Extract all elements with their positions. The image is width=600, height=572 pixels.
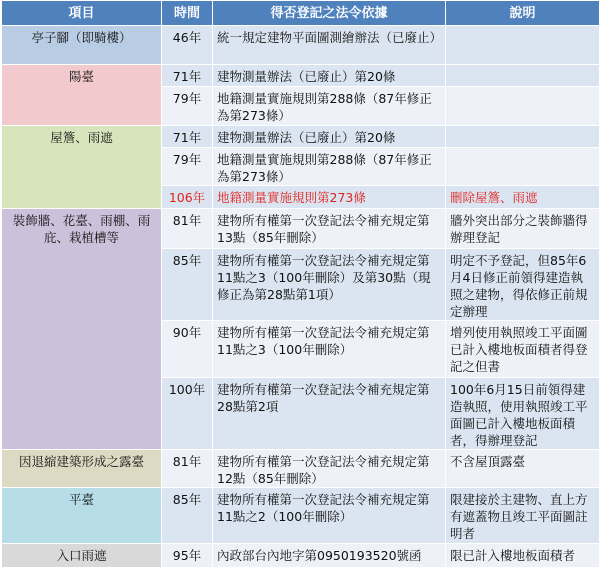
note-cell: 100年6月15日前領得建造執照，使用執照竣工平面圖已計入樓地板面積者，得辦理登記 (446, 378, 600, 450)
note-cell: 刪除屋簷、雨遮 (446, 186, 600, 209)
table-row (2, 209, 600, 249)
header-item: 項目 (2, 1, 162, 26)
header-law: 得否登記之法令依據 (213, 1, 446, 26)
time-cell: 100年 (162, 378, 213, 450)
table-row (2, 26, 600, 65)
item-cell: 陽臺 (2, 65, 162, 126)
law-cell: 建物所有權第一次登記法令補充規定第11點之3（100年刪除） (213, 321, 446, 378)
note-cell (446, 65, 600, 87)
time-cell: 95年 (162, 544, 213, 568)
note-cell (446, 26, 600, 65)
law-cell: 統一規定建物平面圖測繪辦法（已廢止） (213, 26, 446, 65)
law-cell: 建物所有權第一次登記法令補充規定第28點第2項 (213, 378, 446, 450)
law-cell: 地籍測量實施規則第288條（87年修正為第273條） (213, 148, 446, 186)
law-cell: 建物所有權第一次登記法令補充規定第12點（85年刪除） (213, 450, 446, 488)
header-time: 時間 (162, 1, 213, 26)
note-cell: 限建接於主建物、直上方有遮蓋物且竣工平面圖註明者 (446, 488, 600, 544)
table-row (2, 450, 600, 488)
time-cell: 79年 (162, 148, 213, 186)
law-cell: 建物測量辦法（已廢止）第20條 (213, 65, 446, 87)
law-cell: 內政部台內地字第0950193520號函 (213, 544, 446, 568)
time-cell: 81年 (162, 450, 213, 488)
header-row (2, 1, 600, 26)
item-cell: 入口雨遮 (2, 544, 162, 568)
note-cell: 限已計入樓地板面積者 (446, 544, 600, 568)
note-cell: 明定不予登記，但85年6月4日修正前領得建造執照之建物，得依修正前規定辦理 (446, 249, 600, 321)
item-cell: 因退縮建築形成之露臺 (2, 450, 162, 488)
table-row (2, 65, 600, 87)
item-cell: 平臺 (2, 488, 162, 544)
law-cell: 建物所有權第一次登記法令補充規定第11點之3（100年刪除）及第30點（現修正為第28點第1項） (213, 249, 446, 321)
law-cell: 建物所有權第一次登記法令補充規定第11點之2（100年刪除） (213, 488, 446, 544)
law-cell: 地籍測量實施規則第288條（87年修正為第273條） (213, 87, 446, 126)
time-cell: 106年 (162, 186, 213, 209)
time-cell: 85年 (162, 488, 213, 544)
time-cell: 71年 (162, 65, 213, 87)
time-cell: 79年 (162, 87, 213, 126)
time-cell: 85年 (162, 249, 213, 321)
time-cell: 90年 (162, 321, 213, 378)
law-cell: 建物測量辦法（已廢止）第20條 (213, 126, 446, 148)
note-cell (446, 126, 600, 148)
law-table (1, 0, 600, 568)
note-cell (446, 87, 600, 126)
time-cell: 81年 (162, 209, 213, 249)
note-cell: 牆外突出部分之裝飾牆得辦理登記 (446, 209, 600, 249)
table-row (2, 544, 600, 568)
item-cell: 屋簷、雨遮 (2, 126, 162, 209)
table-row (2, 126, 600, 148)
table-row (2, 488, 600, 544)
item-cell: 亭子腳（即騎樓） (2, 26, 162, 65)
law-cell: 建物所有權第一次登記法令補充規定第13點（85年刪除） (213, 209, 446, 249)
note-cell: 增列使用執照竣工平面圖已計入樓地板面積者得登記之但書 (446, 321, 600, 378)
note-cell: 不含屋頂露臺 (446, 450, 600, 488)
time-cell: 46年 (162, 26, 213, 65)
law-cell: 地籍測量實施規則第273條 (213, 186, 446, 209)
header-note: 說明 (446, 1, 600, 26)
time-cell: 71年 (162, 126, 213, 148)
item-cell: 裝飾牆、花臺、雨棚、雨庇、栽植槽等 (2, 209, 162, 450)
note-cell (446, 148, 600, 186)
